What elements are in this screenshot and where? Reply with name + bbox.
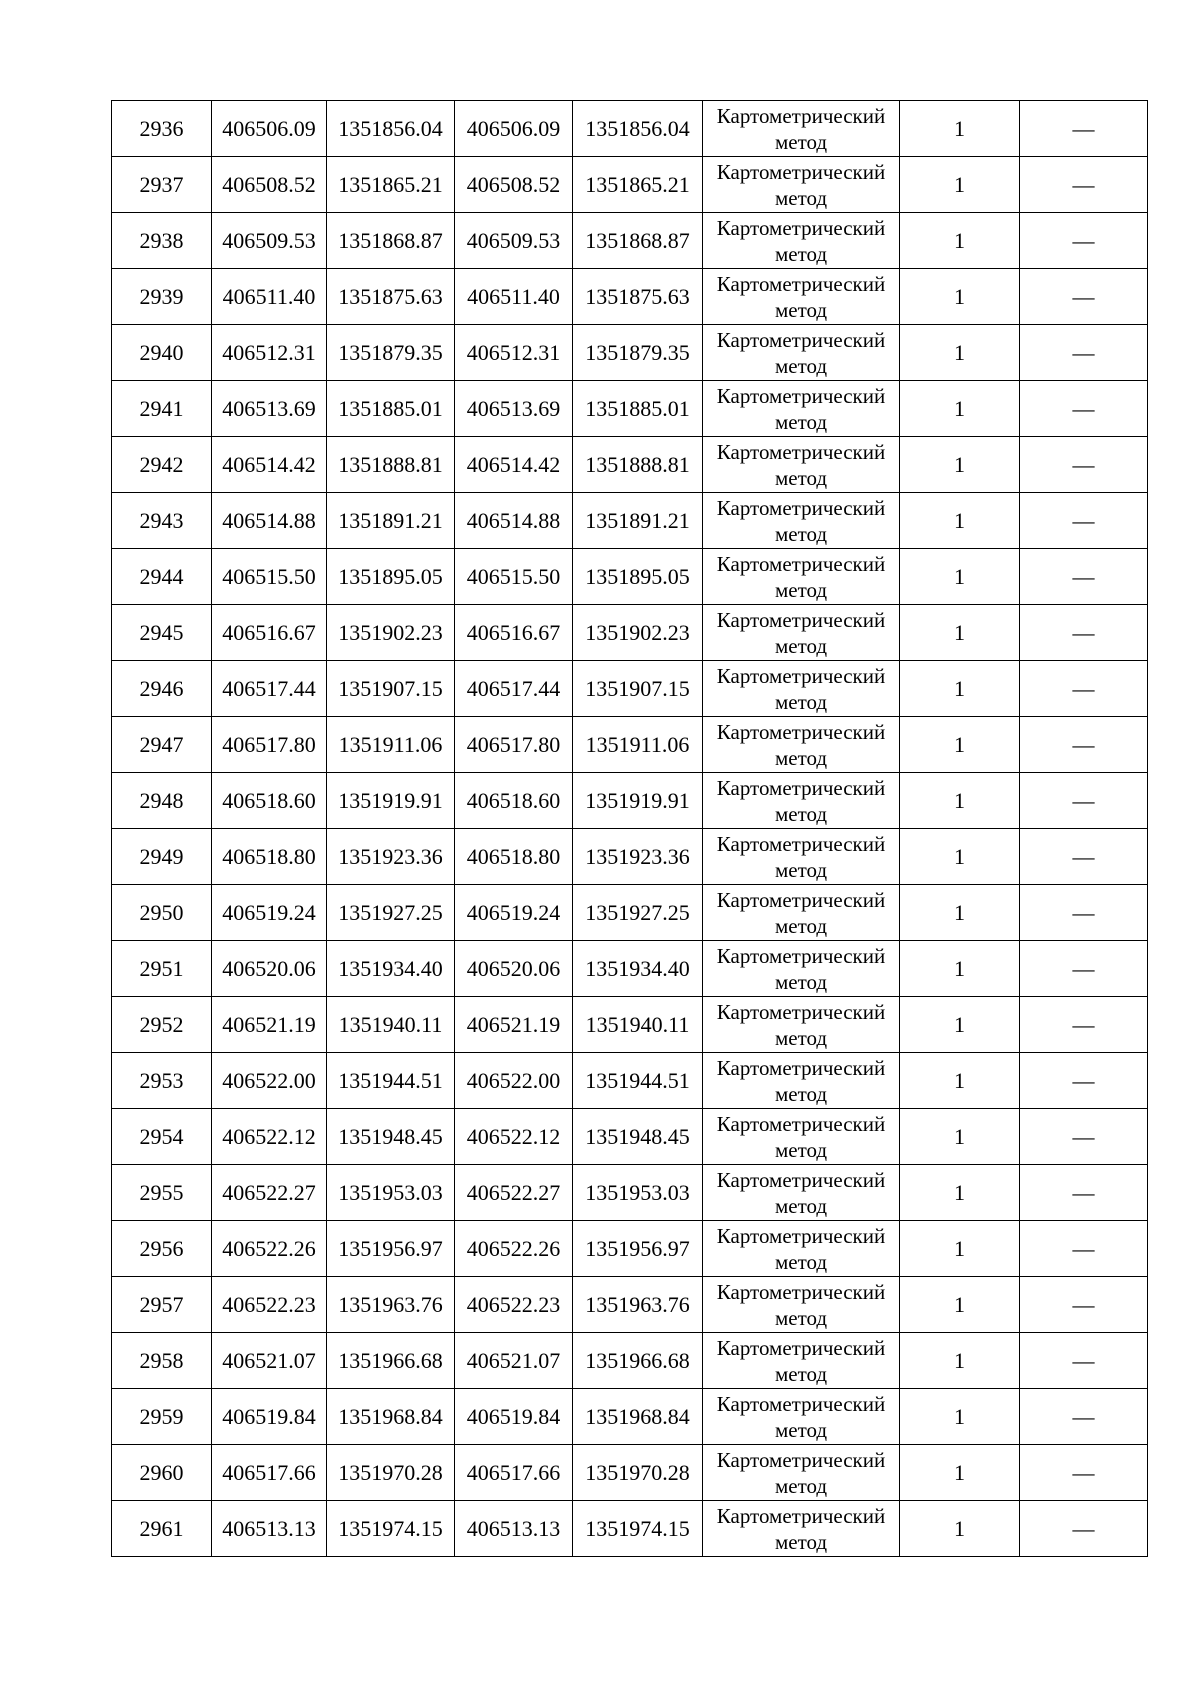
x-coordinate-cell: 406514.88 bbox=[455, 493, 573, 549]
table-row bbox=[112, 1333, 1148, 1389]
x-coordinate-cell: 406511.40 bbox=[212, 269, 327, 325]
method-cell bbox=[703, 1445, 900, 1501]
x-coordinate-cell: 406514.88 bbox=[212, 493, 327, 549]
x-coordinate-cell: 406506.09 bbox=[212, 101, 327, 157]
x-coordinate-cell: 406522.23 bbox=[455, 1277, 573, 1333]
y-coordinate-cell: 1351966.68 bbox=[327, 1333, 455, 1389]
x-coordinate-cell: 406522.27 bbox=[212, 1165, 327, 1221]
y-coordinate-cell: 1351963.76 bbox=[327, 1277, 455, 1333]
y-coordinate-cell: 1351927.25 bbox=[573, 885, 703, 941]
table-row bbox=[112, 1445, 1148, 1501]
accuracy-cell: 1 bbox=[900, 885, 1020, 941]
table-row bbox=[112, 1053, 1148, 1109]
table-row bbox=[112, 493, 1148, 549]
x-coordinate-cell: 406517.80 bbox=[455, 717, 573, 773]
method-label-line1: Картометрический bbox=[716, 271, 886, 296]
accuracy-cell: 1 bbox=[900, 773, 1020, 829]
method-cell bbox=[703, 437, 900, 493]
method-cell bbox=[703, 1165, 900, 1221]
method-label-line1: Картометрический bbox=[716, 495, 886, 520]
x-coordinate-cell: 406522.12 bbox=[212, 1109, 327, 1165]
x-coordinate-cell: 406522.12 bbox=[455, 1109, 573, 1165]
accuracy-cell: 1 bbox=[900, 1389, 1020, 1445]
method-label-line2: метод bbox=[774, 521, 828, 546]
x-coordinate-cell: 406519.24 bbox=[455, 885, 573, 941]
method-label-line1: Картометрический bbox=[716, 103, 886, 128]
method-label-line1: Картометрический bbox=[716, 439, 886, 464]
point-number-cell: 2940 bbox=[112, 325, 212, 381]
y-coordinate-cell: 1351948.45 bbox=[573, 1109, 703, 1165]
x-coordinate-cell: 406522.26 bbox=[212, 1221, 327, 1277]
note-cell: — bbox=[1020, 381, 1148, 437]
method-label-line1: Картометрический bbox=[716, 159, 886, 184]
table-body bbox=[112, 101, 1148, 1557]
table-row bbox=[112, 157, 1148, 213]
x-coordinate-cell: 406520.06 bbox=[212, 941, 327, 997]
point-number-cell: 2948 bbox=[112, 773, 212, 829]
point-number-cell: 2951 bbox=[112, 941, 212, 997]
y-coordinate-cell: 1351885.01 bbox=[327, 381, 455, 437]
y-coordinate-cell: 1351885.01 bbox=[573, 381, 703, 437]
x-coordinate-cell: 406518.60 bbox=[455, 773, 573, 829]
table-row bbox=[112, 381, 1148, 437]
accuracy-cell: 1 bbox=[900, 157, 1020, 213]
accuracy-cell: 1 bbox=[900, 1109, 1020, 1165]
table-row bbox=[112, 605, 1148, 661]
method-label-line1: Картометрический bbox=[716, 1391, 886, 1416]
accuracy-cell: 1 bbox=[900, 661, 1020, 717]
x-coordinate-cell: 406513.69 bbox=[212, 381, 327, 437]
point-number-cell: 2946 bbox=[112, 661, 212, 717]
point-number-cell: 2936 bbox=[112, 101, 212, 157]
y-coordinate-cell: 1351868.87 bbox=[327, 213, 455, 269]
x-coordinate-cell: 406522.00 bbox=[212, 1053, 327, 1109]
accuracy-cell: 1 bbox=[900, 1277, 1020, 1333]
method-label-line1: Картометрический bbox=[716, 1223, 886, 1248]
y-coordinate-cell: 1351911.06 bbox=[327, 717, 455, 773]
method-label-line1: Картометрический bbox=[716, 215, 886, 240]
method-cell bbox=[703, 661, 900, 717]
method-label-line2: метод bbox=[774, 297, 828, 322]
table-row bbox=[112, 1221, 1148, 1277]
table-row bbox=[112, 829, 1148, 885]
note-cell: — bbox=[1020, 1333, 1148, 1389]
note-cell: — bbox=[1020, 605, 1148, 661]
method-label-line2: метод bbox=[774, 1081, 828, 1106]
note-cell: — bbox=[1020, 941, 1148, 997]
x-coordinate-cell: 406516.67 bbox=[212, 605, 327, 661]
method-cell bbox=[703, 1389, 900, 1445]
table-row bbox=[112, 101, 1148, 157]
table-row bbox=[112, 1501, 1148, 1557]
y-coordinate-cell: 1351907.15 bbox=[327, 661, 455, 717]
note-cell: — bbox=[1020, 661, 1148, 717]
method-cell bbox=[703, 1501, 900, 1557]
x-coordinate-cell: 406517.66 bbox=[455, 1445, 573, 1501]
point-number-cell: 2941 bbox=[112, 381, 212, 437]
y-coordinate-cell: 1351895.05 bbox=[573, 549, 703, 605]
table-row bbox=[112, 269, 1148, 325]
y-coordinate-cell: 1351919.91 bbox=[573, 773, 703, 829]
method-cell bbox=[703, 773, 900, 829]
accuracy-cell: 1 bbox=[900, 1165, 1020, 1221]
method-cell bbox=[703, 717, 900, 773]
method-label-line2: метод bbox=[774, 745, 828, 770]
note-cell: — bbox=[1020, 1053, 1148, 1109]
method-label-line2: метод bbox=[774, 1137, 828, 1162]
table-row bbox=[112, 1277, 1148, 1333]
point-number-cell: 2954 bbox=[112, 1109, 212, 1165]
x-coordinate-cell: 406519.84 bbox=[455, 1389, 573, 1445]
point-number-cell: 2947 bbox=[112, 717, 212, 773]
y-coordinate-cell: 1351875.63 bbox=[327, 269, 455, 325]
y-coordinate-cell: 1351919.91 bbox=[327, 773, 455, 829]
x-coordinate-cell: 406517.44 bbox=[455, 661, 573, 717]
y-coordinate-cell: 1351953.03 bbox=[327, 1165, 455, 1221]
point-number-cell: 2953 bbox=[112, 1053, 212, 1109]
x-coordinate-cell: 406508.52 bbox=[212, 157, 327, 213]
x-coordinate-cell: 406511.40 bbox=[455, 269, 573, 325]
note-cell: — bbox=[1020, 269, 1148, 325]
method-label-line1: Картометрический bbox=[716, 1503, 886, 1528]
point-number-cell: 2937 bbox=[112, 157, 212, 213]
note-cell: — bbox=[1020, 885, 1148, 941]
y-coordinate-cell: 1351940.11 bbox=[573, 997, 703, 1053]
accuracy-cell: 1 bbox=[900, 1333, 1020, 1389]
x-coordinate-cell: 406522.27 bbox=[455, 1165, 573, 1221]
table-row bbox=[112, 325, 1148, 381]
point-number-cell: 2955 bbox=[112, 1165, 212, 1221]
method-label-line2: метод bbox=[774, 689, 828, 714]
table-row bbox=[112, 437, 1148, 493]
note-cell: — bbox=[1020, 1277, 1148, 1333]
method-label-line2: метод bbox=[774, 1193, 828, 1218]
point-number-cell: 2958 bbox=[112, 1333, 212, 1389]
method-cell bbox=[703, 941, 900, 997]
method-cell bbox=[703, 493, 900, 549]
point-number-cell: 2945 bbox=[112, 605, 212, 661]
point-number-cell: 2949 bbox=[112, 829, 212, 885]
y-coordinate-cell: 1351970.28 bbox=[573, 1445, 703, 1501]
x-coordinate-cell: 406521.19 bbox=[212, 997, 327, 1053]
table-row bbox=[112, 941, 1148, 997]
method-cell bbox=[703, 1221, 900, 1277]
y-coordinate-cell: 1351891.21 bbox=[573, 493, 703, 549]
accuracy-cell: 1 bbox=[900, 1501, 1020, 1557]
point-number-cell: 2960 bbox=[112, 1445, 212, 1501]
y-coordinate-cell: 1351944.51 bbox=[327, 1053, 455, 1109]
point-number-cell: 2956 bbox=[112, 1221, 212, 1277]
note-cell: — bbox=[1020, 213, 1148, 269]
point-number-cell: 2938 bbox=[112, 213, 212, 269]
x-coordinate-cell: 406518.80 bbox=[212, 829, 327, 885]
method-label-line1: Картометрический bbox=[716, 1167, 886, 1192]
x-coordinate-cell: 406517.44 bbox=[212, 661, 327, 717]
table-row bbox=[112, 213, 1148, 269]
method-cell bbox=[703, 829, 900, 885]
y-coordinate-cell: 1351879.35 bbox=[327, 325, 455, 381]
note-cell: — bbox=[1020, 1109, 1148, 1165]
method-label-line1: Картометрический bbox=[716, 719, 886, 744]
note-cell: — bbox=[1020, 1165, 1148, 1221]
y-coordinate-cell: 1351934.40 bbox=[327, 941, 455, 997]
x-coordinate-cell: 406513.13 bbox=[212, 1501, 327, 1557]
method-cell bbox=[703, 997, 900, 1053]
method-cell bbox=[703, 1053, 900, 1109]
accuracy-cell: 1 bbox=[900, 101, 1020, 157]
accuracy-cell: 1 bbox=[900, 941, 1020, 997]
y-coordinate-cell: 1351868.87 bbox=[573, 213, 703, 269]
y-coordinate-cell: 1351902.23 bbox=[573, 605, 703, 661]
y-coordinate-cell: 1351879.35 bbox=[573, 325, 703, 381]
method-label-line1: Картометрический bbox=[716, 831, 886, 856]
method-label-line2: метод bbox=[774, 801, 828, 826]
accuracy-cell: 1 bbox=[900, 381, 1020, 437]
accuracy-cell: 1 bbox=[900, 829, 1020, 885]
method-label-line2: метод bbox=[774, 969, 828, 994]
note-cell: — bbox=[1020, 493, 1148, 549]
x-coordinate-cell: 406515.50 bbox=[212, 549, 327, 605]
point-number-cell: 2939 bbox=[112, 269, 212, 325]
y-coordinate-cell: 1351875.63 bbox=[573, 269, 703, 325]
note-cell: — bbox=[1020, 717, 1148, 773]
method-cell bbox=[703, 605, 900, 661]
method-label-line1: Картометрический bbox=[716, 607, 886, 632]
method-cell bbox=[703, 549, 900, 605]
accuracy-cell: 1 bbox=[900, 269, 1020, 325]
y-coordinate-cell: 1351927.25 bbox=[327, 885, 455, 941]
accuracy-cell: 1 bbox=[900, 997, 1020, 1053]
accuracy-cell: 1 bbox=[900, 325, 1020, 381]
accuracy-cell: 1 bbox=[900, 605, 1020, 661]
method-cell bbox=[703, 381, 900, 437]
y-coordinate-cell: 1351865.21 bbox=[327, 157, 455, 213]
method-label-line2: метод bbox=[774, 1361, 828, 1386]
point-number-cell: 2944 bbox=[112, 549, 212, 605]
note-cell: — bbox=[1020, 101, 1148, 157]
note-cell: — bbox=[1020, 1445, 1148, 1501]
method-label-line2: метод bbox=[774, 1529, 828, 1554]
point-number-cell: 2952 bbox=[112, 997, 212, 1053]
y-coordinate-cell: 1351940.11 bbox=[327, 997, 455, 1053]
x-coordinate-cell: 406517.80 bbox=[212, 717, 327, 773]
method-label-line1: Картометрический bbox=[716, 1055, 886, 1080]
x-coordinate-cell: 406518.80 bbox=[455, 829, 573, 885]
note-cell: — bbox=[1020, 773, 1148, 829]
accuracy-cell: 1 bbox=[900, 549, 1020, 605]
method-label-line1: Картометрический bbox=[716, 551, 886, 576]
method-cell bbox=[703, 1333, 900, 1389]
note-cell: — bbox=[1020, 997, 1148, 1053]
point-number-cell: 2943 bbox=[112, 493, 212, 549]
x-coordinate-cell: 406516.67 bbox=[455, 605, 573, 661]
accuracy-cell: 1 bbox=[900, 1445, 1020, 1501]
table-row bbox=[112, 1165, 1148, 1221]
method-label-line2: метод bbox=[774, 129, 828, 154]
x-coordinate-cell: 406514.42 bbox=[212, 437, 327, 493]
point-number-cell: 2961 bbox=[112, 1501, 212, 1557]
y-coordinate-cell: 1351944.51 bbox=[573, 1053, 703, 1109]
method-label-line2: метод bbox=[774, 1305, 828, 1330]
table-row bbox=[112, 549, 1148, 605]
method-cell bbox=[703, 325, 900, 381]
method-label-line2: метод bbox=[774, 577, 828, 602]
method-label-line1: Картометрический bbox=[716, 1111, 886, 1136]
method-label-line2: метод bbox=[774, 633, 828, 658]
y-coordinate-cell: 1351895.05 bbox=[327, 549, 455, 605]
method-label-line2: метод bbox=[774, 913, 828, 938]
method-label-line1: Картометрический bbox=[716, 943, 886, 968]
x-coordinate-cell: 406521.19 bbox=[455, 997, 573, 1053]
x-coordinate-cell: 406522.00 bbox=[455, 1053, 573, 1109]
method-cell bbox=[703, 1109, 900, 1165]
y-coordinate-cell: 1351974.15 bbox=[573, 1501, 703, 1557]
note-cell: — bbox=[1020, 829, 1148, 885]
point-number-cell: 2942 bbox=[112, 437, 212, 493]
y-coordinate-cell: 1351934.40 bbox=[573, 941, 703, 997]
accuracy-cell: 1 bbox=[900, 493, 1020, 549]
table-row bbox=[112, 997, 1148, 1053]
coordinates-table bbox=[111, 100, 1148, 1557]
point-number-cell: 2950 bbox=[112, 885, 212, 941]
note-cell: — bbox=[1020, 1389, 1148, 1445]
method-label-line1: Картометрический bbox=[716, 663, 886, 688]
accuracy-cell: 1 bbox=[900, 717, 1020, 773]
note-cell: — bbox=[1020, 437, 1148, 493]
x-coordinate-cell: 406520.06 bbox=[455, 941, 573, 997]
x-coordinate-cell: 406509.53 bbox=[212, 213, 327, 269]
table-row bbox=[112, 717, 1148, 773]
accuracy-cell: 1 bbox=[900, 1053, 1020, 1109]
y-coordinate-cell: 1351856.04 bbox=[573, 101, 703, 157]
table-row bbox=[112, 1389, 1148, 1445]
point-number-cell: 2957 bbox=[112, 1277, 212, 1333]
method-label-line2: метод bbox=[774, 857, 828, 882]
y-coordinate-cell: 1351891.21 bbox=[327, 493, 455, 549]
y-coordinate-cell: 1351865.21 bbox=[573, 157, 703, 213]
x-coordinate-cell: 406506.09 bbox=[455, 101, 573, 157]
method-label-line1: Картометрический bbox=[716, 999, 886, 1024]
method-label-line1: Картометрический bbox=[716, 383, 886, 408]
x-coordinate-cell: 406514.42 bbox=[455, 437, 573, 493]
method-label-line2: метод bbox=[774, 185, 828, 210]
x-coordinate-cell: 406521.07 bbox=[455, 1333, 573, 1389]
x-coordinate-cell: 406513.69 bbox=[455, 381, 573, 437]
y-coordinate-cell: 1351966.68 bbox=[573, 1333, 703, 1389]
x-coordinate-cell: 406512.31 bbox=[212, 325, 327, 381]
x-coordinate-cell: 406519.84 bbox=[212, 1389, 327, 1445]
y-coordinate-cell: 1351956.97 bbox=[327, 1221, 455, 1277]
y-coordinate-cell: 1351923.36 bbox=[573, 829, 703, 885]
point-number-cell: 2959 bbox=[112, 1389, 212, 1445]
y-coordinate-cell: 1351970.28 bbox=[327, 1445, 455, 1501]
method-label-line2: метод bbox=[774, 1025, 828, 1050]
x-coordinate-cell: 406522.23 bbox=[212, 1277, 327, 1333]
table-row bbox=[112, 773, 1148, 829]
note-cell: — bbox=[1020, 1221, 1148, 1277]
note-cell: — bbox=[1020, 325, 1148, 381]
x-coordinate-cell: 406522.26 bbox=[455, 1221, 573, 1277]
y-coordinate-cell: 1351968.84 bbox=[573, 1389, 703, 1445]
x-coordinate-cell: 406508.52 bbox=[455, 157, 573, 213]
method-label-line2: метод bbox=[774, 1417, 828, 1442]
method-label-line2: метод bbox=[774, 353, 828, 378]
note-cell: — bbox=[1020, 157, 1148, 213]
x-coordinate-cell: 406517.66 bbox=[212, 1445, 327, 1501]
y-coordinate-cell: 1351856.04 bbox=[327, 101, 455, 157]
method-label-line1: Картометрический bbox=[716, 327, 886, 352]
method-label-line2: метод bbox=[774, 409, 828, 434]
y-coordinate-cell: 1351923.36 bbox=[327, 829, 455, 885]
method-label-line1: Картометрический bbox=[716, 1335, 886, 1360]
y-coordinate-cell: 1351907.15 bbox=[573, 661, 703, 717]
y-coordinate-cell: 1351953.03 bbox=[573, 1165, 703, 1221]
x-coordinate-cell: 406519.24 bbox=[212, 885, 327, 941]
note-cell: — bbox=[1020, 549, 1148, 605]
method-cell bbox=[703, 213, 900, 269]
method-label-line2: метод bbox=[774, 465, 828, 490]
y-coordinate-cell: 1351902.23 bbox=[327, 605, 455, 661]
table-row bbox=[112, 885, 1148, 941]
x-coordinate-cell: 406515.50 bbox=[455, 549, 573, 605]
table-row bbox=[112, 1109, 1148, 1165]
y-coordinate-cell: 1351888.81 bbox=[327, 437, 455, 493]
method-cell bbox=[703, 1277, 900, 1333]
method-cell bbox=[703, 157, 900, 213]
method-label-line1: Картометрический bbox=[716, 887, 886, 912]
method-label-line2: метод bbox=[774, 241, 828, 266]
accuracy-cell: 1 bbox=[900, 213, 1020, 269]
y-coordinate-cell: 1351956.97 bbox=[573, 1221, 703, 1277]
y-coordinate-cell: 1351963.76 bbox=[573, 1277, 703, 1333]
x-coordinate-cell: 406512.31 bbox=[455, 325, 573, 381]
x-coordinate-cell: 406513.13 bbox=[455, 1501, 573, 1557]
y-coordinate-cell: 1351974.15 bbox=[327, 1501, 455, 1557]
accuracy-cell: 1 bbox=[900, 437, 1020, 493]
method-label-line1: Картометрический bbox=[716, 1447, 886, 1472]
note-cell: — bbox=[1020, 1501, 1148, 1557]
x-coordinate-cell: 406518.60 bbox=[212, 773, 327, 829]
y-coordinate-cell: 1351911.06 bbox=[573, 717, 703, 773]
x-coordinate-cell: 406509.53 bbox=[455, 213, 573, 269]
method-label-line2: метод bbox=[774, 1473, 828, 1498]
table-row bbox=[112, 661, 1148, 717]
method-cell bbox=[703, 885, 900, 941]
y-coordinate-cell: 1351888.81 bbox=[573, 437, 703, 493]
method-cell bbox=[703, 101, 900, 157]
method-label-line2: метод bbox=[774, 1249, 828, 1274]
method-label-line1: Картометрический bbox=[716, 775, 886, 800]
method-cell bbox=[703, 269, 900, 325]
x-coordinate-cell: 406521.07 bbox=[212, 1333, 327, 1389]
accuracy-cell: 1 bbox=[900, 1221, 1020, 1277]
method-label-line1: Картометрический bbox=[716, 1279, 886, 1304]
y-coordinate-cell: 1351968.84 bbox=[327, 1389, 455, 1445]
y-coordinate-cell: 1351948.45 bbox=[327, 1109, 455, 1165]
